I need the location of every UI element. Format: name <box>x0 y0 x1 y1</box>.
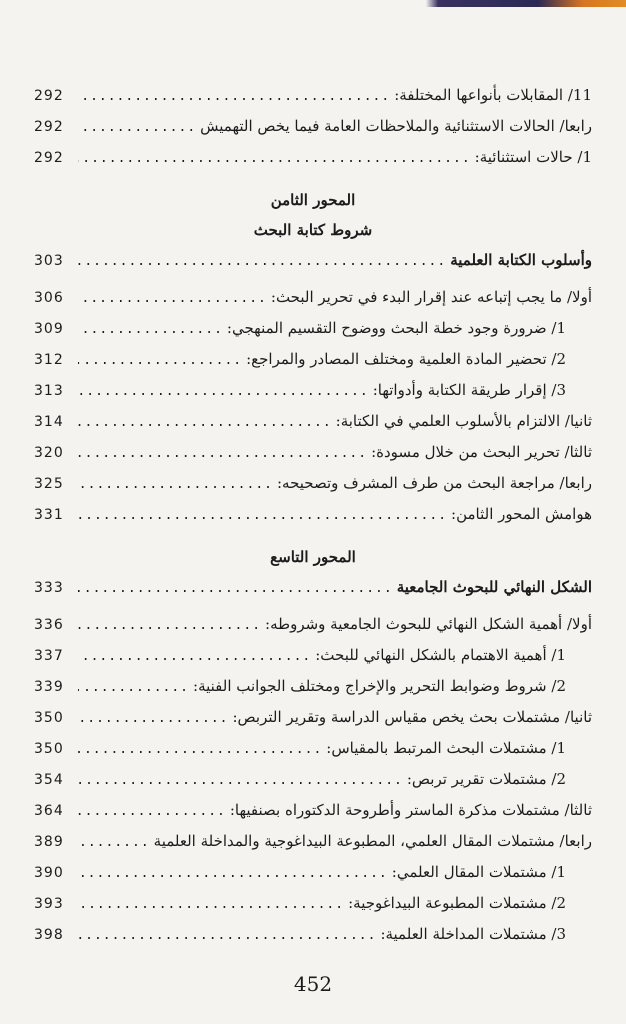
leader-dots <box>78 920 376 951</box>
toc-entry-label: 11/ المقابلات بأنواعها المختلفة: <box>394 86 592 104</box>
toc-entry-page: 325 <box>34 476 64 492</box>
leader-dots <box>78 469 273 500</box>
toc-entry <box>34 80 592 111</box>
toc-entry-page: 303 <box>34 253 64 269</box>
leader-dots <box>78 573 393 604</box>
leader-dots <box>78 314 223 345</box>
toc-entry-label: 2/ تحضير المادة العلمية ومختلف المصادر والمراجع: <box>246 350 566 368</box>
toc-entry <box>34 640 592 671</box>
toc-entry-label: 3/ مشتملات المداخلة العلمية: <box>380 925 566 943</box>
leader-dots <box>78 858 388 889</box>
toc-entry-page: 320 <box>34 445 64 461</box>
section-subheading: شروط كتابة البحث <box>253 221 373 239</box>
leader-dots <box>78 112 196 143</box>
toc-entry-page: 350 <box>34 741 64 757</box>
toc-entry-page: 398 <box>34 927 64 943</box>
section-heading: المحور التاسع <box>270 548 356 566</box>
leader-dots <box>78 734 322 765</box>
scan-top-edge <box>0 0 626 7</box>
toc-entry-label: أولا/ أهمية الشكل النهائي للبحوث الجامعية وشروطه: <box>265 615 592 633</box>
toc-entry-label: ثانيا/ الالتزام بالأسلوب العلمي في الكتابة: <box>335 412 592 430</box>
toc-entry-page: 390 <box>34 865 64 881</box>
toc-entry-page: 337 <box>34 648 64 664</box>
leader-dots <box>78 889 344 920</box>
leader-dots <box>78 376 369 407</box>
leader-dots <box>78 283 267 314</box>
leader-dots <box>78 81 390 112</box>
toc-entry <box>34 344 592 375</box>
toc-entry-page: 306 <box>34 290 64 306</box>
section-heading: المحور الثامن <box>270 191 356 209</box>
toc-entry <box>34 702 592 733</box>
section-title-entry <box>34 245 592 276</box>
toc-entry <box>34 609 592 640</box>
toc-entry-label: أولا/ ما يجب إتباعه عند إقرار البدء في تحرير البحث: <box>270 288 592 306</box>
leader-dots <box>78 143 471 174</box>
toc-entry <box>34 671 592 702</box>
toc-entry <box>34 795 592 826</box>
toc-entry <box>34 282 592 313</box>
leader-dots <box>78 246 446 277</box>
toc-entry-label: هوامش المحور الثامن: <box>451 505 592 523</box>
toc-entry-page: 364 <box>34 803 64 819</box>
toc-entry-label: 1/ حالات استثنائية: <box>474 148 592 166</box>
toc-entry-label: رابعا/ مشتملات المقال العلمي، المطبوعة البيداغوجية والمداخلة العلمية <box>153 832 592 850</box>
toc-entry-page: 350 <box>34 710 64 726</box>
toc-entry-page: 333 <box>34 580 64 596</box>
toc-entry-page: 292 <box>34 119 64 135</box>
toc-entry <box>34 375 592 406</box>
leader-dots <box>78 796 226 827</box>
toc-entry-page: 312 <box>34 352 64 368</box>
toc-entry-page: 354 <box>34 772 64 788</box>
toc-entry <box>34 313 592 344</box>
table-of-contents <box>34 80 592 950</box>
page-number: 452 <box>293 972 333 996</box>
toc-entry-page: 313 <box>34 383 64 399</box>
toc-entry-label: 1/ مشتملات المقال العلمي: <box>391 863 566 881</box>
toc-entry <box>34 468 592 499</box>
toc-entry-label: الشكل النهائي للبحوث الجامعية <box>396 578 592 596</box>
toc-entry <box>34 919 592 950</box>
section-title-entry <box>34 572 592 603</box>
leader-dots <box>78 345 242 376</box>
toc-entry <box>34 499 592 530</box>
leader-dots <box>78 438 367 469</box>
toc-entry-label: رابعا/ الحالات الاستثنائية والملاحظات العامة فيما يخص التهميش <box>200 117 592 135</box>
toc-entry-page: 336 <box>34 617 64 633</box>
toc-entry-label: 2/ شروط وضوابط التحرير والإخراج ومختلف الجوانب الفنية: <box>193 677 566 695</box>
toc-entry <box>34 733 592 764</box>
toc-entry-label: 2/ مشتملات تقرير تربص: <box>406 770 566 788</box>
toc-entry-label: 2/ مشتملات المطبوعة البيداغوجية: <box>348 894 566 912</box>
leader-dots <box>78 641 311 672</box>
leader-dots <box>78 827 150 858</box>
toc-entry-label: ثالثا/ مشتملات مذكرة الماستر وأطروحة الدكتوراه بصنفيها: <box>229 801 592 819</box>
toc-entry <box>34 826 592 857</box>
toc-entry <box>34 437 592 468</box>
leader-dots <box>78 500 447 531</box>
toc-entry-page: 331 <box>34 507 64 523</box>
toc-entry <box>34 111 592 142</box>
toc-entry-page: 393 <box>34 896 64 912</box>
toc-entry-page: 292 <box>34 88 64 104</box>
toc-entry <box>34 857 592 888</box>
leader-dots <box>78 765 403 796</box>
toc-entry-label: وأسلوب الكتابة العلمية <box>450 251 592 269</box>
toc-entry <box>34 142 592 173</box>
toc-entry-page: 339 <box>34 679 64 695</box>
leader-dots <box>78 672 189 703</box>
toc-entry-label: 1/ مشتملات البحث المرتبط بالمقياس: <box>326 739 566 757</box>
toc-entry-page: 314 <box>34 414 64 430</box>
toc-entry-label: 1/ أهمية الاهتمام بالشكل النهائي للبحث: <box>315 646 566 664</box>
toc-entry-page: 292 <box>34 150 64 166</box>
leader-dots <box>78 407 332 438</box>
leader-dots <box>78 610 261 641</box>
toc-entry-label: 3/ إقرار طريقة الكتابة وأدواتها: <box>372 381 566 399</box>
toc-entry <box>34 764 592 795</box>
toc-entry <box>34 406 592 437</box>
toc-entry-label: 1/ ضرورة وجود خطة البحث ووضوح التقسيم المنهجي: <box>226 319 566 337</box>
toc-entry <box>34 888 592 919</box>
leader-dots <box>78 703 229 734</box>
toc-entry-label: ثالثا/ تحرير البحث من خلال مسودة: <box>371 443 592 461</box>
toc-entry-page: 389 <box>34 834 64 850</box>
toc-entry-label: ثانيا/ مشتملات بحث يخص مقياس الدراسة وتقرير التربص: <box>232 708 592 726</box>
toc-entry-page: 309 <box>34 321 64 337</box>
toc-entry-label: رابعا/ مراجعة البحث من طرف المشرف وتصحيحه: <box>276 474 592 492</box>
